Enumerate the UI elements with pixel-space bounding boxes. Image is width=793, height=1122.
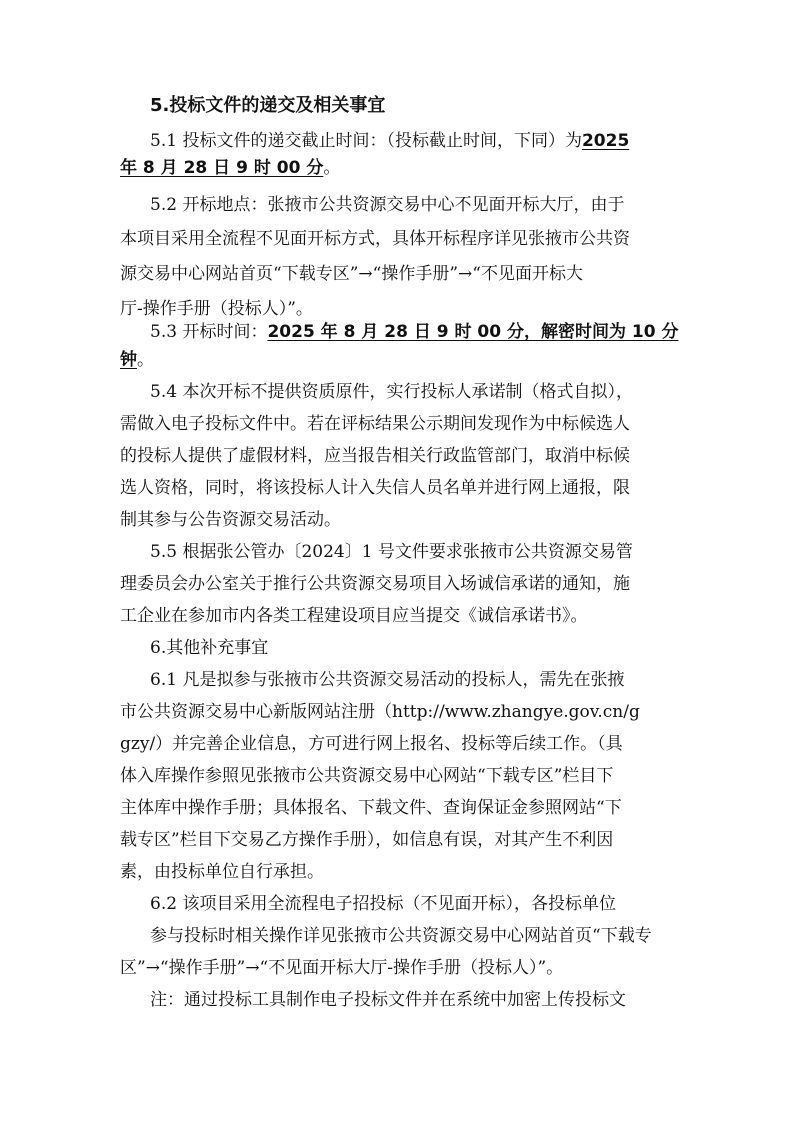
emphasized-text: 年 8 月 28 日 9 时 00 分 — [120, 158, 324, 178]
text-line — [150, 193, 624, 217]
text-segment: 制其参与公告资源交易活动。 — [120, 510, 341, 530]
text-line — [120, 156, 340, 180]
text-segment: 素，由投标单位自行承担。 — [120, 862, 324, 882]
text-line — [120, 476, 630, 500]
text-segment: 6.1 凡是拟参与张掖市公共资源交易活动的投标人，需先在张掖 — [150, 670, 625, 690]
text-line — [120, 604, 588, 628]
text-line — [120, 860, 324, 884]
text-segment: 5.3 开标时间： — [150, 322, 268, 342]
section-heading: 5.投标文件的递交及相关事宜 — [150, 95, 386, 116]
text-line — [120, 764, 613, 788]
emphasized-text: 2025 年 8 月 28 日 9 时 00 分，解密时间为 10 分 — [267, 322, 679, 342]
text-line — [150, 988, 626, 1012]
text-segment: 区”→“操作手册”→“不见面开标大厅-操作手册（投标人）”。 — [120, 958, 564, 978]
text-line — [120, 262, 583, 286]
text-line — [150, 924, 652, 948]
text-segment: 5.2 开标地点：张掖市公共资源交易中心不见面开标大厅，由于 — [150, 195, 625, 215]
text-segment: 6.2 该项目采用全流程电子招投标（不见面开标），各投标单位 — [150, 894, 616, 914]
text-line — [120, 412, 630, 436]
text-segment: 需做入电子投标文件中。若在评标结果公示期间发现作为中标候选人 — [120, 414, 630, 434]
text-line — [150, 380, 633, 404]
text-segment: 参与投标时相关操作详见张掖市公共资源交易中心网站首页“下载专 — [150, 926, 652, 946]
emphasized-text: 2025 — [581, 131, 630, 151]
text-segment: 。 — [323, 158, 341, 178]
text-segment: 。 — [137, 350, 154, 370]
text-segment: 本项目采用全流程不见面开标方式，具体开标程序详见张掖市公共资 — [120, 229, 630, 249]
text-segment: 注：通过投标工具制作电子投标文件并在系统中加密上传投标文 — [150, 990, 626, 1010]
text-line — [120, 227, 630, 251]
text-line — [120, 700, 640, 724]
text-segment: 载专区”栏目下交易乙方操作手册），如信息有误，对其产生不利因 — [120, 830, 614, 850]
text-line — [150, 129, 629, 153]
text-segment: 选人资格，同时，将该投标人计入失信人员名单并进行网上通报，限 — [120, 478, 630, 498]
text-line — [150, 320, 679, 344]
text-segment: 主体库中操作手册；具体报名、下载文件、查询保证金参照网站“下 — [120, 798, 622, 818]
text-line — [120, 732, 623, 756]
text-segment: 市公共资源交易中心新版网站注册（http://www.zhangye.gov.cn/g — [120, 702, 640, 722]
text-segment: 源交易中心网站首页“下载专区”→“操作手册”→“不见面开标大 — [120, 264, 583, 284]
text-line — [120, 348, 154, 372]
emphasized-text: 钟 — [120, 350, 137, 370]
text-line — [150, 636, 268, 660]
text-segment: 5.4 本次开标不提供资质原件，实行投标人承诺制（格式自拟）， — [150, 382, 633, 402]
text-line — [150, 668, 624, 692]
text-segment: 5.1 投标文件的递交截止时间：（投标截止时间，下同）为 — [150, 131, 582, 151]
text-line — [150, 540, 633, 564]
text-segment: 6.其他补充事宜 — [150, 638, 269, 658]
text-segment: 工企业在参加市内各类工程建设项目应当提交《诚信承诺书》。 — [120, 606, 588, 626]
text-line — [120, 828, 613, 852]
text-line — [120, 444, 630, 468]
text-line — [120, 956, 563, 980]
text-line — [150, 892, 616, 916]
text-segment: 的投标人提供了虚假材料，应当报告相关行政监管部门，取消中标候 — [120, 446, 630, 466]
text-line — [120, 572, 630, 596]
text-line — [120, 508, 341, 532]
text-segment: 厅-操作手册（投标人）”。 — [120, 299, 313, 319]
text-segment: 体入库操作参照见张掖市公共资源交易中心网站“下载专区”栏目下 — [120, 766, 614, 786]
text-segment: 理委员会办公室关于推行公共资源交易项目入场诚信承诺的通知，施 — [120, 574, 630, 594]
text-segment: gzy/）并完善企业信息，方可进行网上报名、投标等后续工作。（具 — [120, 734, 623, 754]
text-line — [120, 297, 313, 321]
text-segment: 5.5 根据张公管办〔2024〕1 号文件要求张掖市公共资源交易管 — [150, 542, 633, 562]
text-line — [120, 796, 622, 820]
